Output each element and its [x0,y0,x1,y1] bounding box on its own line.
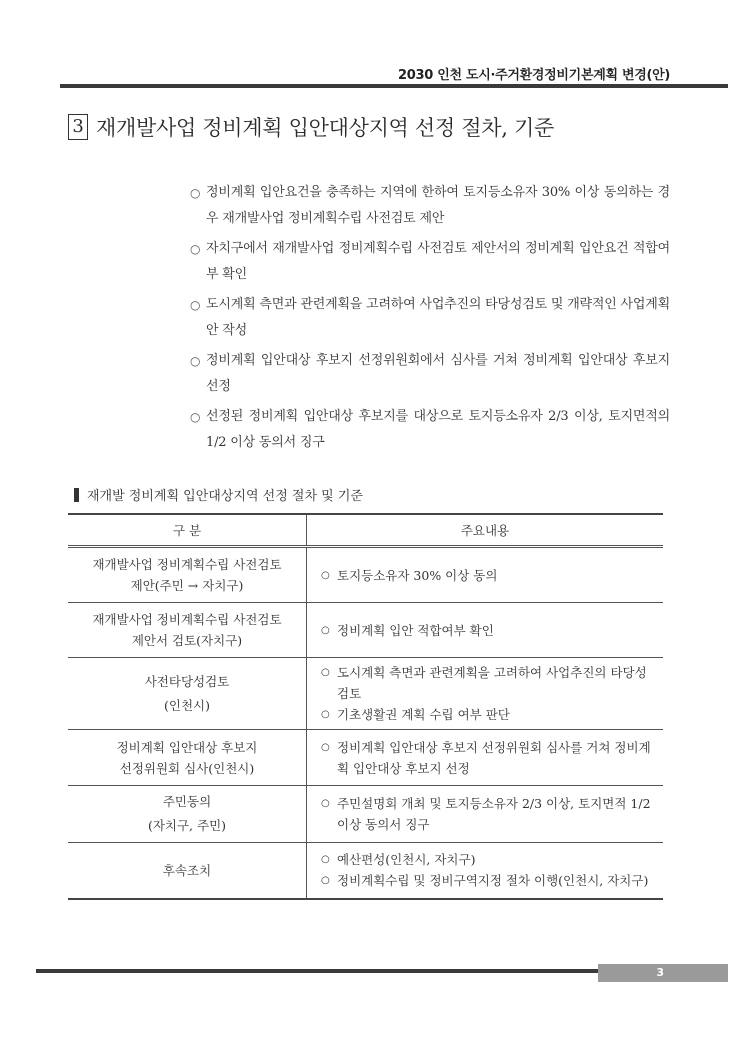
header-rule [60,84,728,88]
content-item-text: 기초생활권 계획 수립 여부 판단 [337,707,510,722]
row-category-line: 재개발사업 정비계획수립 사전검토 [92,612,282,627]
table-row [68,658,663,730]
row-category-line: 정비계획 입안대상 후보지 [116,739,258,755]
row-content [307,786,664,843]
procedure-table [68,513,663,900]
content-item [321,793,653,835]
row-category-line: 제안서 검토(자치구) [131,633,243,648]
column-header-content: 주요내용 [307,514,664,547]
row-category-line: (인천시) [164,697,210,713]
row-category-line: 사전타당성검토 [144,673,230,689]
row-category [68,658,307,730]
row-category [68,786,307,843]
content-item-text: 도시계획 측면과 관련계획을 고려하여 사업추진의 타당성검토 [337,665,647,701]
content-item [321,662,653,704]
item-marker: ○ [321,667,330,678]
bullet-text: 정비계획 입안대상 후보지 선정위원회에서 심사를 거쳐 정비계획 입안대상 후보지 선정 [206,353,670,394]
table-row [68,547,663,603]
list-item [190,404,670,456]
bullet-text: 정비계획 입안요건을 충족하는 지역에 한하여 토지등소유자 30% 이상 동의하는 경우 재개발사업 정비계획수립 사전검토 제안 [206,185,670,226]
content-item-text: 토지등소유자 30% 이상 동의 [337,567,498,583]
item-marker: ○ [321,854,330,866]
content-item [321,565,653,586]
content-item-text: 정비계획 입안대상 후보지 선정위원회 심사를 거쳐 정비계획 입안대상 후보지 선정 [337,739,651,776]
row-category [68,843,307,899]
footer-rule [36,969,598,973]
row-category-line: 제안(주민 → 자치구) [130,578,244,593]
table-row [68,603,663,658]
item-marker: ○ [321,741,330,753]
column-header-category: 구 분 [68,514,307,547]
item-marker: ○ [321,875,330,887]
bullet-marker: ○ [190,298,201,312]
item-marker: ○ [321,569,330,581]
bullet-text: 자치구에서 재개발사업 정비계획수립 사전검토 제안서의 정비계획 입안요건 적합여부 확인 [206,241,670,282]
row-category [68,603,307,658]
bullet-marker: ○ [190,186,201,200]
table-row [68,786,663,843]
section-heading [68,112,554,142]
content-item-text: 정비계획 입안 적합여부 확인 [337,622,494,638]
content-item [321,704,653,725]
caption-marker [74,488,79,502]
content-item-text: 정비계획수립 및 정비구역지정 절차 이행(인천시, 자치구) [337,873,649,889]
content-item [321,737,653,779]
row-category-line: 주민동의 [162,794,212,809]
row-content [307,843,664,899]
list-item [190,292,670,344]
content-item-text: 주민설명회 개최 및 토지등소유자 2/3 이상, 토지면적 1/2 이상 동의서 징구 [337,796,651,832]
row-content [307,603,664,658]
row-category [68,547,307,603]
section-number: 3 [68,114,88,140]
section-title: 재개발사업 정비계획 입안대상지역 선정 절차, 기준 [96,116,554,140]
list-item [190,180,670,232]
row-content [307,547,664,603]
table-caption-text: 재개발 정비계획 입안대상지역 선정 절차 및 기준 [87,489,363,504]
page-number-tab [598,964,728,982]
list-item [190,236,670,288]
row-category-line: (자치구, 주민) [147,818,227,833]
bullet-text: 선정된 정비계획 입안대상 후보지를 대상으로 토지등소유자 2/3 이상, 토지면적의 1/2 이상 동의서 징구 [206,409,670,450]
page-number: 3 [656,966,664,979]
table-row [68,843,663,899]
bullet-marker: ○ [190,354,201,368]
table-header-row [68,514,663,547]
row-category-line: 재개발사업 정비계획수립 사전검토 [92,557,282,572]
table-row [68,730,663,786]
table-caption [74,485,363,504]
item-marker: ○ [321,709,330,720]
content-item [321,849,653,870]
content-item-text: 예산편성(인천시, 자치구) [337,852,476,868]
row-category-line: 선정위원회 심사(인천시) [119,760,255,776]
item-marker: ○ [321,624,330,636]
bullet-marker: ○ [190,410,201,424]
list-item [190,348,670,400]
content-item [321,870,653,891]
content-item [321,620,653,641]
row-category [68,730,307,786]
bullet-marker: ○ [190,242,201,256]
row-content [307,658,664,730]
item-marker: ○ [321,798,330,809]
document-header-title: 2030 인천 도시·주거환경정비기본계획 변경(안) [398,68,670,83]
row-content [307,730,664,786]
bullet-list [190,180,670,460]
bullet-text: 도시계획 측면과 관련계획을 고려하여 사업추진의 타당성검토 및 개략적인 사업계획안 작성 [206,297,670,338]
row-category-line: 후속조치 [162,862,212,878]
